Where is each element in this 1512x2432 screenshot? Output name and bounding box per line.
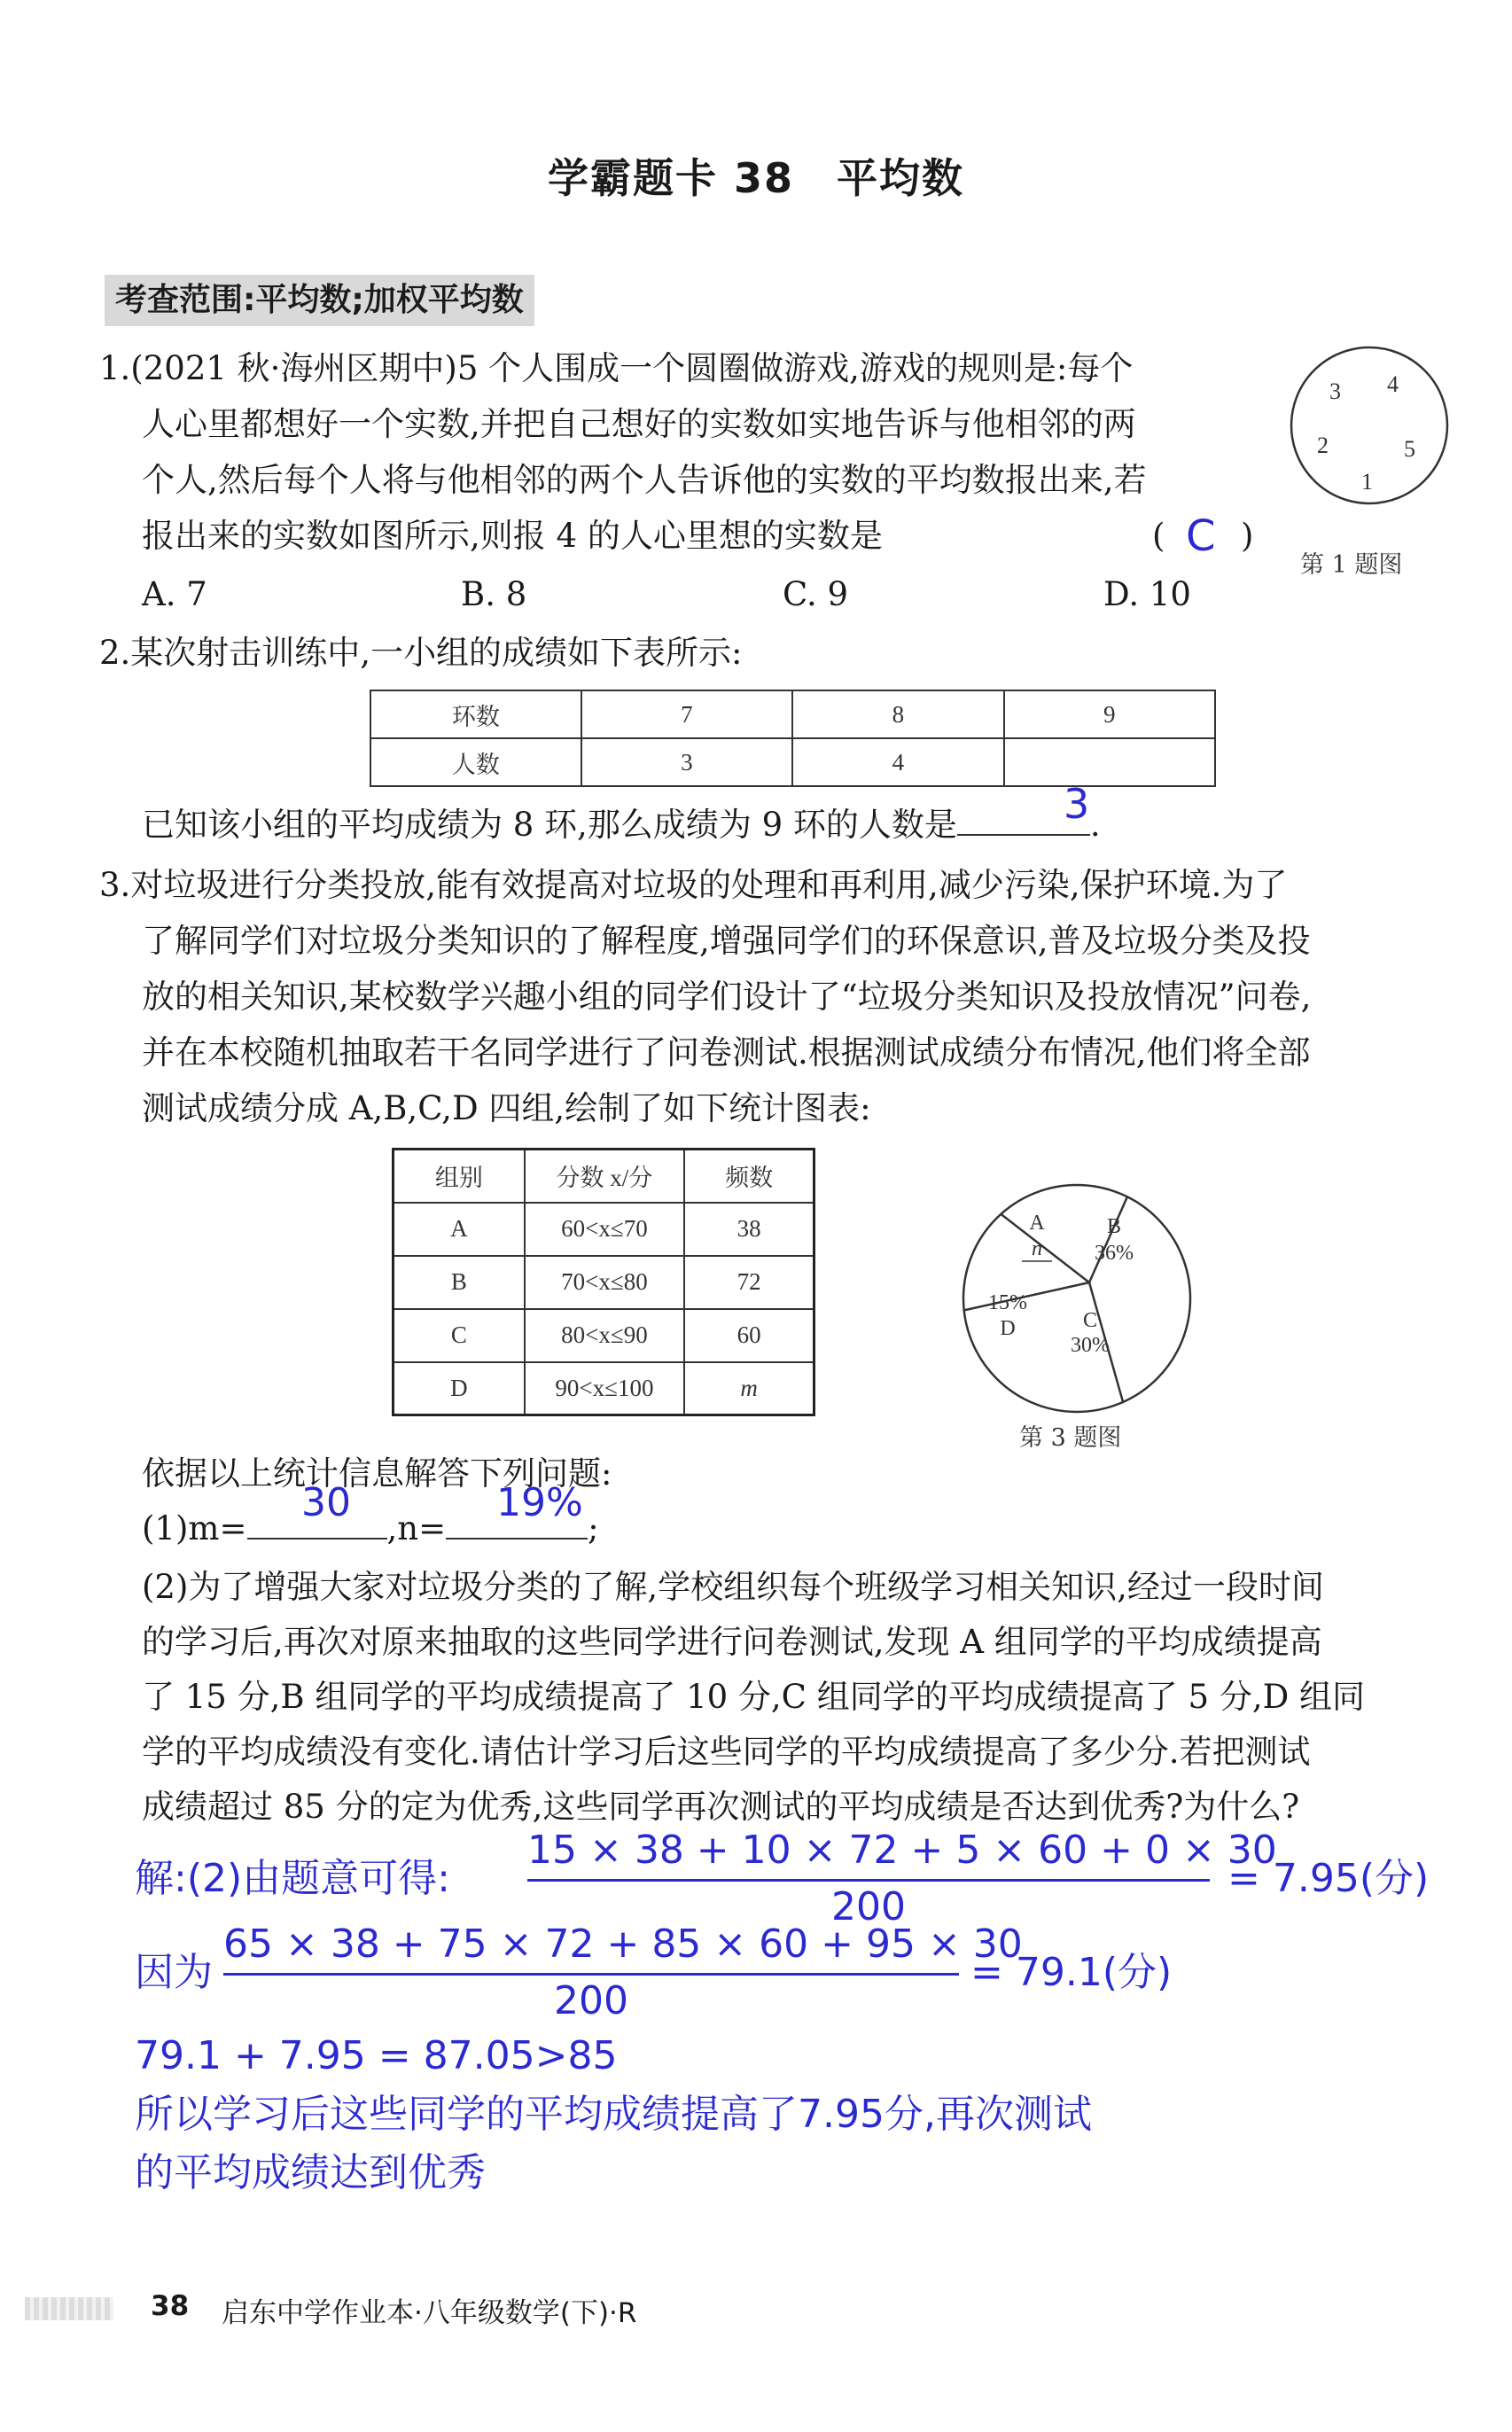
q3-part1-mid: ,n=: [386, 1509, 447, 1547]
q3-pie-chart: [953, 1174, 1201, 1423]
q3-cell: C: [394, 1309, 525, 1362]
q1-option-c: C. 9: [783, 575, 849, 613]
q1-line-4: 报出来的实数如图所示,则报 4 的人心里想的实数是: [142, 517, 883, 555]
q3-pie-label-b: B: [1106, 1215, 1122, 1238]
q3-cell: 72: [684, 1256, 814, 1309]
q2-cell-header: 环数: [370, 690, 581, 738]
q2-cell: 3: [581, 738, 792, 786]
q2-cell-empty: [1004, 738, 1215, 786]
q2-cell-header: 人数: [370, 738, 581, 786]
q3-header-score: 分数 x/分: [525, 1150, 684, 1203]
q1-answer: C: [1186, 511, 1216, 561]
solution-fraction-2: [223, 1921, 1023, 2028]
solution-fraction-1-denominator: 200: [831, 1884, 906, 1929]
q1-circle-num-3: 3: [1329, 378, 1341, 404]
q3-cell: 90<x≤100: [525, 1362, 684, 1415]
q2-cell: 9: [1004, 690, 1215, 738]
q3-pie-value-a: n: [1032, 1237, 1042, 1260]
q1-circle-num-1: 1: [1361, 469, 1373, 495]
q3-part2-line-5: 成绩超过 85 分的定为优秀,这些同学再次测试的平均成绩是否达到优秀?为什么?: [142, 1788, 1300, 1826]
scope-banner: 考查范围:平均数;加权平均数: [105, 275, 534, 326]
q3-cell: D: [394, 1362, 525, 1415]
q3-answer-m: 30: [301, 1480, 351, 1525]
q3-line-1: 3.对垃圾进行分类投放,能有效提高对垃圾的处理和再利用,减少污染,保护环境.为了: [99, 866, 1288, 904]
q3-part1-prefix: (1)m=: [142, 1509, 247, 1547]
solution-fraction-1-bar: [527, 1879, 1210, 1882]
q3-pie-value-d: 15%: [988, 1291, 1027, 1314]
q3-cell: 60<x≤70: [525, 1203, 684, 1256]
q2-answer-blank: [957, 834, 1090, 836]
q3-part1-end: ;: [588, 1509, 599, 1547]
solution-fraction-2-bar: [223, 1973, 959, 1976]
q3-table: [392, 1148, 815, 1416]
q3-cell: 38: [684, 1203, 814, 1256]
solution-line-2-prefix: 因为: [135, 1950, 213, 1995]
q1-option-b: B. 8: [461, 575, 527, 613]
q3-cell: m: [684, 1362, 814, 1415]
page-title: 学霸题卡 38 平均数: [547, 154, 965, 202]
solution-line-5: 的平均成绩达到优秀: [135, 2150, 486, 2195]
q3-pie-divider-a: [1001, 1214, 1089, 1282]
q3-pie-divider-b: [1089, 1197, 1127, 1282]
q3-cell: 60: [684, 1309, 814, 1362]
q3-part2-line-3: 了 15 分,B 组同学的平均成绩提高了 10 分,C 组同学的平均成绩提高了 5 分,D 组同: [142, 1678, 1366, 1716]
q3-line-2: 了解同学们对垃圾分类知识的了解程度,增强同学们的环保意识,普及垃圾分类及投: [142, 922, 1311, 960]
q3-header-freq: 频数: [684, 1150, 814, 1203]
q3-pie-label-a: A: [1029, 1212, 1045, 1235]
q3-pie-value-b: 36%: [1095, 1242, 1134, 1265]
q3-part1-m-blank: [247, 1538, 387, 1539]
q3-line-4: 并在本校随机抽取若干名同学进行了问卷测试.根据测试成绩分布情况,他们将全部: [142, 1033, 1311, 1072]
q1-line-1: 1.(2021 秋·海州区期中)5 个人围成一个圆圈做游戏,游戏的规则是:每个: [99, 349, 1134, 387]
solution-line-1-prefix: 解:(2)由题意可得:: [135, 1856, 450, 1901]
q3-part2-line-4: 学的平均成绩没有变化.请估计学习后这些同学的平均成绩提高了多少分.若把测试: [142, 1733, 1311, 1771]
q3-header-group: 组别: [394, 1150, 525, 1203]
q3-pie-value-c: 30%: [1071, 1334, 1110, 1357]
q3-line-5: 测试成绩分成 A,B,C,D 四组,绘制了如下统计图表:: [142, 1089, 871, 1127]
q2-statement-end: .: [1089, 806, 1101, 844]
q3-caption: 第 3 题图: [1019, 1424, 1122, 1452]
q1-caption: 第 1 题图: [1300, 551, 1403, 579]
q2-answer: 3: [1064, 780, 1090, 828]
q3-cell: A: [394, 1203, 525, 1256]
q3-answer-n: 19%: [496, 1480, 583, 1525]
q1-circle-num-4: 4: [1387, 371, 1399, 397]
q2-cell: 4: [792, 738, 1003, 786]
q3-part2-line-2: 的学习后,再次对原来抽取的这些同学进行问卷测试,发现 A 组同学的平均成绩提高: [142, 1623, 1322, 1661]
q2-cell: 7: [581, 690, 792, 738]
solution-line-1-result: = 7.95(分): [1228, 1856, 1430, 1901]
footer-page-number: 38: [151, 2290, 190, 2322]
footer-decoration: [25, 2297, 113, 2320]
q3-cell: 70<x≤80: [525, 1256, 684, 1309]
q3-cell: 80<x≤90: [525, 1309, 684, 1362]
solution-fraction-1: [527, 1828, 1277, 1934]
solution-fraction-2-denominator: 200: [554, 1978, 628, 2023]
q1-line-2: 人心里都想好一个实数,并把自己想好的实数如实地告诉与他相邻的两: [142, 405, 1136, 443]
footer-book-title: 启东中学作业本·八年级数学(下)·R: [222, 2297, 637, 2329]
solution-fraction-1-numerator: 15 × 38 + 10 × 72 + 5 × 60 + 0 × 30: [527, 1828, 1277, 1873]
q1-line-3: 个人,然后每个人将与他相邻的两个人告诉他的实数的平均数报出来,若: [142, 461, 1147, 499]
q1-option-a: A. 7: [142, 575, 207, 613]
q2-table: [370, 690, 1216, 787]
solution-line-3: 79.1 + 7.95 = 87.05>85: [135, 2033, 618, 2078]
q1-circle-figure: [1285, 341, 1454, 510]
solution-line-2-result: = 79.1(分): [970, 1950, 1173, 1995]
q1-circle-num-2: 2: [1317, 433, 1329, 458]
q2-cell: 8: [792, 690, 1003, 738]
q1-paren-left: (: [1152, 517, 1165, 555]
q2-statement: [142, 798, 1101, 853]
q3-pie-label-c: C: [1082, 1309, 1098, 1332]
q3-line-3: 放的相关知识,某校数学兴趣小组的同学们设计了“垃圾分类知识及投放情况”问卷,: [142, 978, 1312, 1016]
q1-paren-right: ): [1241, 517, 1254, 555]
q3-part1-n-blank: [446, 1538, 588, 1539]
q3-cell: B: [394, 1256, 525, 1309]
q2-intro: 2.某次射击训练中,一小组的成绩如下表所示:: [99, 634, 743, 672]
solution-line-4: 所以学习后这些同学的平均成绩提高了7.95分,再次测试: [135, 2092, 1092, 2137]
q1-option-d: D. 10: [1103, 575, 1191, 613]
q2-statement-text: 已知该小组的平均成绩为 8 环,那么成绩为 9 环的人数是: [142, 806, 957, 844]
q3-part2-line-1: (2)为了增强大家对垃圾分类的了解,学校组织每个班级学习相关知识,经过一段时间: [142, 1568, 1324, 1606]
q3-ask: 依据以上统计信息解答下列问题:: [142, 1454, 612, 1493]
q3-pie-label-d: D: [1000, 1317, 1016, 1340]
solution-fraction-2-numerator: 65 × 38 + 75 × 72 + 85 × 60 + 95 × 30: [223, 1921, 1023, 1967]
q1-circle-num-5: 5: [1404, 436, 1415, 462]
